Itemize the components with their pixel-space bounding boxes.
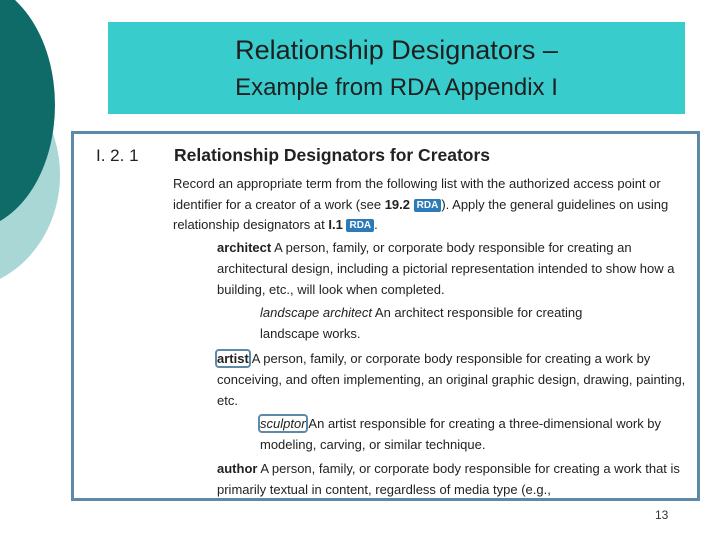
designator-entry-architect <box>217 237 677 300</box>
designator-definition: A person, family, or corporate body responsible for creating an architectural design, including a pictorial representation intended to show how a building, etc., will look when completed. <box>217 240 675 297</box>
rule-reference-i-1: I.1 <box>328 217 343 232</box>
intro-paragraph <box>173 174 673 236</box>
designator-definition: A person, family, or corporate body responsible for creating a work that is primarily textual in content, regardless of media type (e.g., <box>217 461 680 497</box>
rda-badge: RDA <box>346 219 374 232</box>
designator-term: author <box>217 461 258 476</box>
rda-excerpt-box <box>71 131 700 501</box>
designator-entry-sculptor <box>260 413 670 455</box>
section-number: I. 2. 1 <box>96 146 139 165</box>
rule-reference-19-2: 19.2 <box>384 196 411 212</box>
designator-definition: An architect responsible for creating landscape works. <box>260 305 583 341</box>
intro-text-1: Record an appropriate term from the following list with the authorized access point or identifier for a creator of a work (see <box>173 176 661 212</box>
designator-entry-artist <box>217 348 687 411</box>
slide-subtitle: Example from RDA Appendix I <box>235 74 558 101</box>
slide-number: 13 <box>655 508 669 522</box>
intro-text-3: . <box>374 217 378 232</box>
slide-title: Relationship Designators – <box>235 35 558 65</box>
designator-entry-landscape-architect <box>260 302 635 344</box>
designator-definition: A person, family, or corporate body responsible for creating a work by conceiving, and often implementing, an original graphic design, drawing, painting, etc. <box>217 351 686 408</box>
rda-badge: RDA <box>414 199 442 212</box>
designator-term-highlighted: sculptor <box>260 416 306 431</box>
designator-term: architect <box>217 240 272 255</box>
section-heading: Relationship Designators for Creators <box>174 145 491 165</box>
designator-entry-author <box>217 458 687 500</box>
designator-definition: An artist responsible for creating a three-dimensional work by modeling, carving, or similar technique. <box>260 416 662 452</box>
designator-term-highlighted: artist <box>217 351 249 366</box>
intro-text-2: ). Apply the general guidelines on using relationship designators at <box>173 196 669 232</box>
designator-term: landscape architect <box>260 305 373 320</box>
slide-title-banner <box>108 22 685 114</box>
